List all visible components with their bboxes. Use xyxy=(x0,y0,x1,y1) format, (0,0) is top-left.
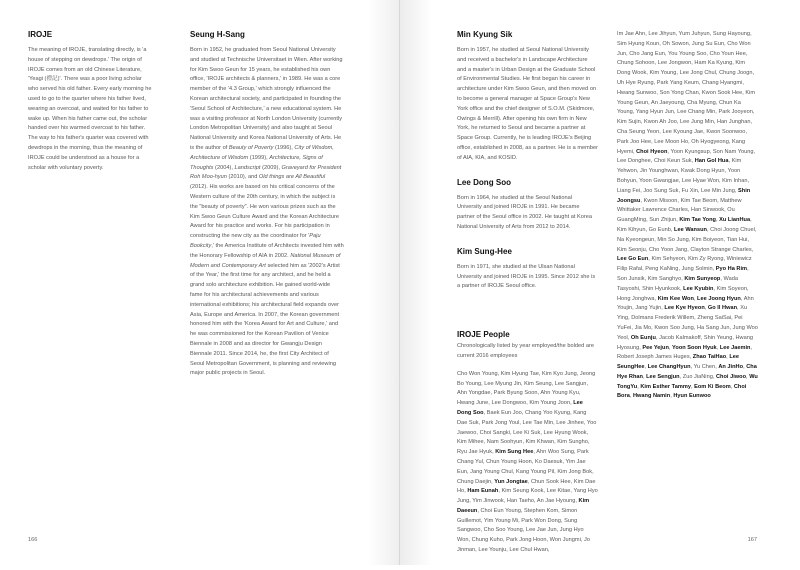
current-employee-name: Lee SeungHee xyxy=(617,354,740,371)
former-employee-name: Uh Hye Ryung xyxy=(617,79,654,86)
former-employee-name: Cha Seung Yeon xyxy=(617,128,660,135)
former-employee-name: Hong Jonghwa xyxy=(617,295,655,302)
current-employee-name: Yoon Soon Hyuk xyxy=(672,344,717,351)
former-employee-name: Xu Ying xyxy=(617,305,748,322)
former-employee-name: Park Joo Hee xyxy=(617,138,652,145)
former-employee-name: Lee Jae Jun xyxy=(525,527,557,534)
former-employee-name: Im Jae Ahn xyxy=(617,31,646,37)
former-employee-name: Jia Mo xyxy=(634,324,652,331)
former-employee-name: Kwak Dong Hyun xyxy=(681,168,725,175)
current-employee-name: Lee Joong Hyun xyxy=(697,295,741,302)
former-employee-name: Cho Jang Eun xyxy=(629,50,665,57)
former-employee-name: Lee Moon Ho xyxy=(654,138,689,145)
current-employee-name: Shin Joongsu xyxy=(617,187,751,204)
former-employee-name: Han Taeho xyxy=(506,498,534,505)
former-employee-name: Kim Mihee xyxy=(457,439,484,446)
current-employee-name: Lee Kye Hyeon xyxy=(664,305,705,312)
former-employee-name: Kim Kihyun xyxy=(617,226,646,233)
former-employee-name: Kwon Misoon xyxy=(643,197,678,204)
right-column-2 xyxy=(617,30,758,416)
former-employee-name: Ahn Youjin xyxy=(617,295,754,312)
former-employee-name: Kim Seonju xyxy=(617,246,646,253)
former-employee-name: Park Jooyeon xyxy=(718,109,753,116)
seung-bio xyxy=(190,46,344,379)
former-employee-name: Zheng SaiSai xyxy=(697,315,732,322)
former-employee-name: Park Yang Keum xyxy=(656,79,699,86)
former-employee-name: Pei YuFei xyxy=(617,315,743,331)
current-employee-name: Lee Kyubin xyxy=(683,285,714,292)
former-employee-name: Park Byung Soon xyxy=(493,390,538,397)
current-employee-name: Kim Sunyeop xyxy=(684,275,721,282)
former-employee-name: Lee Chang Min xyxy=(677,109,716,116)
former-employee-name: Nam Soohyun xyxy=(486,439,523,446)
right-column-1 xyxy=(457,30,598,570)
current-employee-name: Kim Tae Yong xyxy=(679,217,716,224)
current-employee-name: Lee Wansun xyxy=(674,226,707,233)
former-employee-name: Yim Jae Eun xyxy=(457,458,586,475)
people-note: Chronologically listed by year employed/the bolded are current 2016 employees xyxy=(457,343,594,359)
former-employee-name: Son Junsik xyxy=(617,275,645,282)
former-employee-name: Han Sinwook xyxy=(690,207,725,214)
former-employee-name: Sun Zhijun xyxy=(649,217,677,224)
former-employee-name: Yu Chen xyxy=(693,364,716,371)
current-employee-name: Hwang Namin xyxy=(632,393,671,400)
former-employee-name: Ryu Jae Hyuk xyxy=(457,449,493,456)
current-employee-name: Choi Jiwoo xyxy=(716,373,747,380)
people-heading: IROJE People xyxy=(457,330,510,340)
kim-bio: Born in 1971, she studied at the Ulsan National University and joined IROJE in 1995. Since 2012 she is a partner of IROJE Seoul office. xyxy=(457,263,596,290)
former-employee-name: Cho Won Young xyxy=(457,370,498,377)
former-employee-name: Kim Young xyxy=(649,70,677,77)
current-employee-name: Pee Yejun xyxy=(642,344,669,351)
former-employee-name: Robert Joseph James Huges xyxy=(617,354,690,361)
current-employee-name: Oh Eunju xyxy=(630,334,656,341)
former-employee-name: Lee Hyae Won xyxy=(681,177,720,184)
former-employee-name: Na Kyeongeun xyxy=(617,236,655,243)
former-employee-name: Yum Juhyun xyxy=(678,31,710,37)
bio-text: (2004), xyxy=(213,164,235,171)
former-employee-name: Choi Keun Suk xyxy=(653,158,692,165)
former-employee-name: Park Jong Hoon xyxy=(506,537,547,544)
former-employee-name: Simon Guillemot xyxy=(457,507,578,524)
former-employee-name: Lee Donghee xyxy=(617,158,651,165)
former-employee-name: Kim Jong Bok xyxy=(557,468,593,475)
former-employee-name: Lee Myung Jin xyxy=(484,380,521,387)
current-employee-name: Hyun Eunwoo xyxy=(673,393,711,400)
current-employee-name: Ham Eunah xyxy=(467,488,499,495)
former-employee-name: Jang Young Chul xyxy=(470,468,513,475)
current-employee-name: Lee Dong Soo xyxy=(457,400,583,416)
former-employee-name: Lee Chul Hwan xyxy=(509,547,548,554)
former-employee-name: Chung Daejin xyxy=(457,478,492,485)
current-employee-name: Xu LianHua xyxy=(719,217,751,224)
former-employee-name: Jeong Bo Young xyxy=(457,370,596,387)
bio-text: selected him as '2002's Artist of the Year,' the first time for any architect, and he held a grand solo architecture exhibition. He gained world-wide fame for his architectural achievements and various international exhibitions; his architectural field expands over Asia, Europe and America. In 2007, the Korean government honored him with the 'Korea Award for Art and Culture,' and he was commissioned for the Korean Pavilion of Venice Biennale in 2008 and as director for Gwangju Design Biennale 2011. Since 2014, he, the first City Architect of Seoul Metropolitan Government, is planning and reviewing major public projects in Seoul. xyxy=(190,262,340,377)
former-employee-name: Lee Jihyun xyxy=(648,31,676,37)
former-employee-name: Chung Kuho xyxy=(471,537,503,544)
former-employee-name: Jacob Kalmakoff xyxy=(659,334,701,341)
bio-text: (2009), xyxy=(260,164,282,171)
former-employee-name: Sim Hyung Koun xyxy=(617,40,660,47)
former-employee-name: Choi Joong Chuel xyxy=(710,226,755,233)
former-employee-name: An Jaeyoung xyxy=(650,99,684,106)
bio-text: (1999), xyxy=(248,154,270,161)
former-employee-name: Lee Jong Chul xyxy=(679,70,716,77)
former-employee-name: Sung Sangwoo xyxy=(457,517,578,534)
former-employee-name: Kim Sanghyo xyxy=(647,275,682,282)
bio-text: Born in 1952, he graduated from Seoul National University and studied at Technische Universitaet in Wien. After working for Kim Swoo Geun for 15 years, he established his own office, 'IROJE architects & planners,' in 1989. He was a core member of the '4.3 Group,' which strongly influenced the Korean architectural society, and participated in founding the 'Seoul School of Architecture,' a new educational system. He was a visiting professor at North London University (currently London Metropolitan University) and also taught at Seoul National University and Korea National University of Arts. He is the author of xyxy=(190,47,343,151)
former-employee-name: Kim Sehyeon xyxy=(651,256,685,263)
former-employee-name: Wada Tasyoshi xyxy=(617,275,738,292)
former-employee-name: Stephen Kom xyxy=(524,507,559,514)
former-employee-name: Kang Dae Suk xyxy=(457,409,587,426)
former-employee-name: Hwang Sunwoo xyxy=(617,89,657,96)
former-employee-name: Yoon Bohyun xyxy=(617,168,741,184)
former-employee-name: Jung Hyo Won xyxy=(457,527,584,544)
former-employee-name: Kwon Sook Hee xyxy=(701,89,743,96)
current-employee-name: Pyo Ha Rim xyxy=(715,266,748,273)
seung-heading: Seung H-Sang xyxy=(190,30,245,39)
book-title: City of Wisdom, Architecture of Wisdom xyxy=(190,144,334,161)
former-employee-name: Jo Jinman xyxy=(457,537,590,554)
former-employee-name: Cho Youn Hee xyxy=(709,50,746,57)
former-employee-name: Park Won Dong xyxy=(521,517,561,524)
current-employee-name: Wu TongYu xyxy=(617,373,758,390)
people-list-part-1: Cho Won Young, Kim Hyung Tae, Kim Kyo Jung, Jeong Bo Young, Lee Myung Jin, Kim Seung, Lee Sangjun, Ahn Yongdae, Park Byung Soon, Ahn Young Kyu, Hwang June, Lee Dongwoo, Kim Young Joon, Lee Dong Soo, Baek Eun Joo, Chang Yoo Kyung, Kang Dae Suk, Park Jong Youl, Lee Tae Min, Lee Jinhee, Yoo Jaewoo, Choi Sangki, Lee Ki Suk, Lee Hyung Wook, Kim Mihee, Nam Soohyun, Kim Khwan, Kim Sungho, Ryu Jae Hyuk, Kim Sung Hee, Ahn Woo Sung, Park Chang Yul, Chun Young Hoon, Ko Daesuk, Yim Jae Eun, Jang Young Chul, Kang Young Pil, Kim Jong Bok, Chung Daejin, Yun Jongtae, Chun Sook Hee, Kim Dae Ho, Ham Eunah, Kim Seung Kook, Lee Kitae, Yang Hyo Jung, Yim Jinwook, Han Taeho, An Jae Hyoung, Kim Daeeun, Choi Eun Young, Stephen Kom, Simon Guillemot, Yim Young Mi, Park Won Dong, Sung Sangwoo, Cho Soo Young, Lee Jae Jun, Jung Hyo Won, Chung Kuho, Park Jong Hoon, Won Jungmi, Jo Jinman, Lee Younju, Lee Chul Hwan, xyxy=(457,370,598,554)
former-employee-name: Lee Jinhee xyxy=(556,419,584,426)
former-employee-name: Yang Hyun Jun xyxy=(635,109,674,116)
former-employee-name: Kwon Soonwoo xyxy=(706,128,746,135)
former-employee-name: Yoo Jaewoo xyxy=(457,419,597,436)
former-employee-name: Kwon Soo Jung xyxy=(654,324,694,331)
former-employee-name: Chun Young Hoon xyxy=(486,458,532,465)
former-employee-name: Fu Xin xyxy=(681,187,698,194)
former-employee-name: Cho Soo Young xyxy=(483,527,523,534)
former-employee-name: Yim Young Mi xyxy=(483,517,519,524)
former-employee-name: Lee Dongwoo xyxy=(491,400,527,407)
current-employee-name: Lee Go Eun xyxy=(617,256,649,263)
former-employee-name: Chung Joogn xyxy=(719,70,753,77)
iroje-body: The meaning of IROJE, translating directly, is 'a house of stepping on dewdrops.' The origin of IROJE comes from an old Chinese Literature, 'Yeagi (禮記)'. There was a poor living scholar who served his old father. Every early morning he used to go to the quarter where his father lived, wearing an overcoat, and waited for his father to wake up. When his father came out, the scholar handed over his warmed overcoat to his father. The way to his father's quarter was covered with dewdrops in the morning, thus the meaning of IROJE could be understood as a house for a scholar with voluntary poverty. xyxy=(28,47,152,171)
bio-text: (2010), and xyxy=(226,174,259,181)
former-employee-name: Zuo JiaNing xyxy=(682,373,713,380)
seung-section xyxy=(190,30,344,393)
former-employee-name: Baek Eun Joo xyxy=(486,409,522,416)
current-employee-name: An JinHo xyxy=(718,364,744,371)
former-employee-name: You Young Soo xyxy=(668,50,707,57)
former-employee-name: Jung Su Eun xyxy=(691,40,725,47)
kim-heading: Kim Sung-Hee xyxy=(457,246,512,256)
former-employee-name: Yang Hyo Jung xyxy=(457,488,598,505)
current-employee-name: Lee Sengjun xyxy=(646,373,680,380)
current-employee-name: Go Il Hwan xyxy=(707,305,738,312)
former-employee-name: Kim Khwan xyxy=(525,439,555,446)
former-employee-name: Choi Sangki xyxy=(479,429,510,436)
former-employee-name: Joo Sung Suk xyxy=(643,187,679,194)
former-employee-name: Son Yong Chan xyxy=(659,89,699,96)
current-employee-name: Choi Hyeon xyxy=(636,148,668,155)
former-employee-name: Kim Yehwon xyxy=(617,158,742,175)
former-employee-name: Go Eunb xyxy=(648,226,671,233)
former-employee-name: Kim Dong Wook xyxy=(617,60,746,77)
book-title: Graveyard for President Roh Moo-hyun xyxy=(190,164,342,181)
former-employee-name: Hwang June xyxy=(457,400,489,407)
former-employee-name: Kim Sungho xyxy=(557,439,588,446)
former-employee-name: Peng KaNing xyxy=(645,266,679,273)
former-employee-name: Kang Young Pil xyxy=(515,468,555,475)
former-employee-name: Cho Won Jun xyxy=(617,40,751,57)
page-number-right: 167 xyxy=(747,537,757,543)
former-employee-name: Ko Daesuk xyxy=(534,458,563,465)
former-employee-name: Kim Inhan xyxy=(722,177,748,184)
former-employee-name: Lee Ki Suk xyxy=(513,429,541,436)
former-employee-name: Shin Hyunkook xyxy=(642,285,680,292)
former-employee-name: Kim Tae Beom xyxy=(680,197,718,204)
min-bio: Born in 1957, he studied at Seoul National University and received a bachelor's in Landscape Architecture and a master's in Urban Design at the Graduate School of Environmental Studies. He first began his career in architecture under Kim Swoo Geun, and then moved on to become a general manager at Space Group's New York office and the chief designer of S.O.M. (Skidmore, Owings & Merrill). After opening his own firm in New York, he returned to Seoul and became a partner at Space Group. Currently, he is leading IROJE's Beijing office, established in 2008, as a partner. He is a member of AIA, KIA, and KOSID. xyxy=(457,47,598,161)
current-employee-name: Cha Hye Rhan xyxy=(617,364,757,380)
former-employee-name: Ahn Yongdae xyxy=(457,390,491,397)
former-employee-name: Shin Yeung xyxy=(703,334,733,341)
people-list-part-2: Im Jae Ahn, Lee Jihyun, Yum Juhyun, Sung Hayoung, Sim Hyung Koun, Oh Sowon, Jung Su Eun, Cho Won Jun, Cho Jang Eun, You Young Soo, Cho Youn Hee, Chung Sohoon, Lee Jongwon, Ham Ka Kyung, Kim Dong Wook, Kim Young, Lee Jong Chul, Chung Joogn, Uh Hye Ryung, Park Yang Keum, Chang Hyangmi, Hwang Sunwoo, Son Yong Chan, Kwon Sook Hee, Kim Young Geun, An Jaeyoung, Cha Myung, Chun Ka Young, Yang Hyun Jun, Lee Chang Min, Park Jooyeon, Kim Sujin, Kwon Ah Joo, Lee Jung Min, Han Junghan, Cha Seung Yeon, Lee Kyoung Jae, Kwon Soonwoo, Park Joo Hee, Lee Moon Ho, Oh Hyogyeong, Kang Hyemi, Choi Hyeon, Yoon Kyungsup, Son Nam Young, Lee Donghee, Choi Keun Suk, Han Gol Hua, Kim Yehwon, Jin Younghwan, Kwak Dong Hyun, Yoon Bohyun, Yoon Gwangjae, Lee Hyae Won, Kim Inhan, Liang Fei, Joo Sung Suk, Fu Xin, Lee Min Jung, Shin Joongsu, Kwon Misoon, Kim Tae Beom, Matthew Whittaker Lawrence Charles, Han Sinwook, Ou GuangMing, Sun Zhijun, Kim Tae Yong, Xu LianHua, Kim Kihyun, Go Eunb, Lee Wansun, Choi Joong Chuel, Na Kyeongeun, Min So Jung, Kim Boiyeon, Tian Hui, Kim Seonju, Cho Yoon Jang, Clayton Strange Charles, Lee Go Eun, Kim Sehyeon, Kim Zy Ryong, Winiewicz Filip Rafal, Peng KaNing, Jung Solmin, Pyo Ha Rim, Son Junsik, Kim Sanghyo, Kim Sunyeop, Wada Tasyoshi, Shin Hyunkook, Lee Kyubin, Kim Soyeon, Hong Jonghwa, Kim Kee Won, Lee Joong Hyun, Ahn Youjin, Jang Yujin, Lee Kye Hyeon, Go Il Hwan, Xu Ying, Dolmans Frederik Willem, Zheng SaiSai, Pei YuFei, Jia Mo, Kwon Soo Jung, Ha Sang Jun, Jung Woo Yeol, Oh Eunju, Jacob Kalmakoff, Shin Yeung, Hwang Hyosung, Pee Yejun, Yoon Soon Hyuk, Lee Jaemin, Robert Joseph James Huges, Zhao TaiHao, Lee SeungHee, Lee ChangHyun, Yu Chen, An JinHo, Cha Hye Rhan, Lee Sengjun, Zuo JiaNing, Choi Jiwoo, Wu TongYu, Kim Esther Tammy, Eom Ki Beom, Choi Bora, Hwang Namin, Hyun Eunwoo xyxy=(617,31,758,400)
former-employee-name: Lee Sangjun xyxy=(554,380,587,387)
former-employee-name: Chang Yoo Kyung xyxy=(524,409,571,416)
former-employee-name: Jin Younghwan xyxy=(639,168,678,175)
book-title: Paju Bookcity xyxy=(190,233,321,249)
former-employee-name: Lee Younju xyxy=(478,547,507,554)
former-employee-name: Kim Young Geun xyxy=(617,89,756,106)
former-employee-name: Kim Seung xyxy=(524,380,552,387)
right-page xyxy=(400,0,800,565)
former-employee-name: Yim Jinwook xyxy=(472,498,504,505)
min-heading: Min Kyung Sik xyxy=(457,30,513,39)
iroje-section xyxy=(28,30,152,187)
former-employee-name: Min So Jung xyxy=(657,236,689,243)
current-employee-name: Lee Jaemin xyxy=(719,344,751,351)
lee-heading: Lee Dong Soo xyxy=(457,177,512,187)
former-employee-name: Ahn Young Kyu xyxy=(540,390,579,397)
former-employee-name: Yoon Gwangjae xyxy=(639,177,679,184)
book-title: Architecture, Signs of Thoughts xyxy=(190,154,323,171)
former-employee-name: Clayton Strange Charles xyxy=(690,246,752,253)
former-employee-name: Jang Yujin xyxy=(635,305,662,312)
former-employee-name: Kim Kyo Jung xyxy=(542,370,577,377)
former-employee-name: Chung Sohoon xyxy=(617,60,655,67)
former-employee-name: Han Junghan xyxy=(716,119,751,126)
former-employee-name: Kim Dae Ho xyxy=(457,478,596,495)
former-employee-name: Lee Tae Min xyxy=(522,419,554,426)
former-employee-name: Lee Kitae xyxy=(546,488,571,495)
former-employee-name: Kim Young Joon xyxy=(529,400,571,407)
book-title: National Museum of Modern and Contemporary Art xyxy=(190,252,341,269)
former-employee-name: Park Jong Youl xyxy=(481,419,520,426)
former-employee-name: Kim Boiyeon xyxy=(691,236,724,243)
former-employee-name: Cho Yoon Jang xyxy=(648,246,688,253)
book-title: Old things are All Beautiful xyxy=(258,174,326,181)
former-employee-name: Ha Sang Jun xyxy=(696,324,730,331)
bio-text: (2012). His works are based on his critical concerns of the Western culture of the 20th century, in which the subject is the "beauty of poverty". He won various prizes such as the Kim Swoo Geun Culture Award and the Korean Architecture Award for his practice and works. For his participation in constructing the new city as the coordinator for ' xyxy=(190,184,340,240)
former-employee-name: Liang Fei xyxy=(617,187,641,194)
former-employee-name: Tian Hui xyxy=(726,236,748,243)
former-employee-name: Jung Woo Yeol xyxy=(617,324,758,341)
former-employee-name: Lee Min Jung xyxy=(701,187,735,194)
former-employee-name: An Jae Hyoung xyxy=(536,498,576,505)
former-employee-name: Kang Hyemi xyxy=(617,138,746,155)
page-number-left: 166 xyxy=(28,537,38,543)
current-employee-name: Kim Sung Hee xyxy=(495,449,534,456)
book-title: Beauty of Poverty xyxy=(228,144,274,151)
former-employee-name: Jung Solmin xyxy=(681,266,713,273)
current-employee-name: Kim Daeeun xyxy=(457,498,590,514)
former-employee-name: Cha Myung xyxy=(687,99,716,106)
former-employee-name: Matthew Whittaker Lawrence Charles xyxy=(617,197,742,214)
bio-text: ,' the America Institute of Architects invested him with the Honorary Fellowship of AIA in 2002. xyxy=(190,242,344,259)
former-employee-name: Winiewicz Filip Rafal xyxy=(617,256,752,273)
current-employee-name: Han Gol Hua xyxy=(694,158,729,165)
former-employee-name: Kim Zy Ryong xyxy=(688,256,724,263)
former-employee-name: Kim Soyeon xyxy=(716,285,748,292)
current-employee-name: Kim Kee Won xyxy=(657,295,694,302)
bio-text: (1996), xyxy=(273,144,295,151)
former-employee-name: Son Nam Young xyxy=(712,148,754,155)
iroje-heading: IROJE xyxy=(28,30,53,39)
former-employee-name: Ahn Woo Sung xyxy=(536,449,574,456)
former-employee-name: Oh Sowon xyxy=(662,40,689,47)
former-employee-name: Won Jungmi xyxy=(549,537,581,544)
former-employee-name: Lee Jongwon xyxy=(657,60,692,67)
former-employee-name: Lee Jung Min xyxy=(680,119,714,126)
former-employee-name: Chun Ka Young xyxy=(617,99,741,116)
former-employee-name: Kim Hyung Tae xyxy=(500,370,539,377)
former-employee-name: Kim Sujin xyxy=(617,119,641,126)
former-employee-name: Chang Hyangmi xyxy=(702,79,743,86)
former-employee-name: Chun Sook Hee xyxy=(530,478,571,485)
current-employee-name: Zhao TaiHao xyxy=(692,354,727,361)
current-employee-name: Yun Jongtae xyxy=(494,478,528,485)
former-employee-name: Ou GuangMing xyxy=(617,207,735,224)
former-employee-name: Lee Hyung Wook xyxy=(543,429,587,436)
former-employee-name: Kim Seung Kook xyxy=(501,488,544,495)
former-employee-name: Choi Eun Young xyxy=(480,507,521,514)
former-employee-name: Hwang Hyosung xyxy=(617,334,754,351)
former-employee-name: Kwon Ah Joo xyxy=(643,119,677,126)
former-employee-name: Dolmans Frederik Willem xyxy=(631,315,695,322)
current-employee-name: Eom Ki Beom xyxy=(694,383,731,390)
former-employee-name: Oh Hyogyeong xyxy=(691,138,729,145)
former-employee-name: Lee Kyoung Jae xyxy=(662,128,704,135)
former-employee-name: Yoon Kyungsup xyxy=(670,148,710,155)
former-employee-name: Park Chang Yul xyxy=(457,449,589,465)
book-title: Landscript xyxy=(234,164,261,171)
left-page xyxy=(0,0,400,565)
current-employee-name: Lee ChangHyun xyxy=(647,364,691,371)
lee-bio: Born in 1964, he studied at the Seoul National University and joined IROJE in 1991. He became partner of the Seoul office in 2002. He taught at Korea National University of Arts from 2012 to 2014. xyxy=(457,194,593,230)
current-employee-name: Choi Bora xyxy=(617,383,747,400)
current-employee-name: Kim Esther Tammy xyxy=(640,383,691,390)
former-employee-name: Ham Ka Kyung xyxy=(694,60,733,67)
former-employee-name: Sung Hayoung xyxy=(712,31,751,37)
